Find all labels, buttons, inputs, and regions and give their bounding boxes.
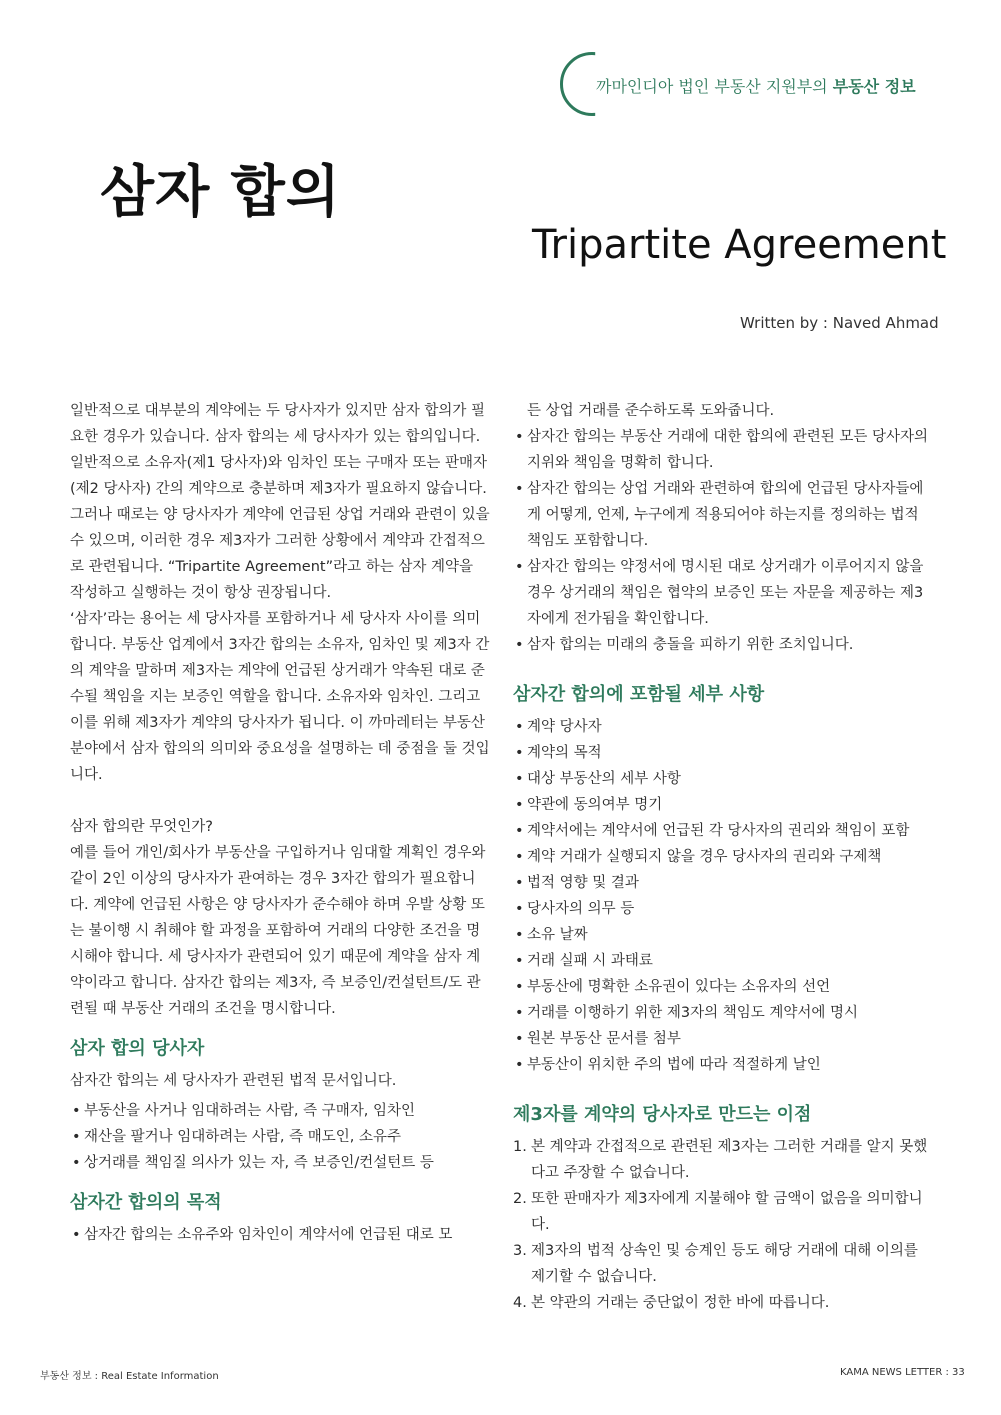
- list-item: • 삼자간 합의는 부동산 거래에 대한 합의에 관련된 모든 당사자의 지위와 책임을 명확히 합니다.: [513, 424, 933, 476]
- list-item: • 소유 날짜: [513, 922, 933, 948]
- list-item: • 거래를 이행하기 위한 제3자의 책임도 계약서에 명시: [513, 1000, 933, 1026]
- list-number: 4.: [513, 1295, 527, 1311]
- footer-section-label: 부동산 정보 : Real Estate Information: [40, 1371, 219, 1382]
- details-list: [513, 714, 933, 1078]
- what-answer: 예를 들어 개인/회사가 부동산을 구입하거나 임대할 계획인 경우와 같이 2인 이상의 당사자가 관여하는 경우 3자간 합의가 필요합니다. 계약에 언급된 사항은 양 당사자가 준수해야 하며 우발 상황 또는 불이행 시 취해야 할 과정을 포함하여 거래의 다양한 조건을 명시해야 합니다. 세 당사자가 관련되어 있기 때문에 계약을 삼자 계약이라고 합니다. 삼자간 합의는 제3자, 즉 보증인/컨설턴트/도 관련될 때 부동산 거래의 조건을 명시합니다.: [70, 845, 486, 1017]
- list-item: • 부동산이 위치한 주의 법에 따라 적절하게 날인: [513, 1052, 933, 1078]
- intro-paragraph-2: 일반적으로 소유자(제1 당사자)와 임차인 또는 구매자 또는 판매자(제2 당사자) 간의 계약으로 충분하며 제3자가 필요하지 않습니다. 그러나 때로는 양 당사자가 계약에 언급된 상업 거래와 관련이 있을 수 있으며, 이러한 경우 제3자가 그러한 상황에서 계약과 간접적으로 관련됩니다. “Tripartite Agreement”라고 하는 삼자 계약을 작성하고 실행하는 것이 항상 권장됩니다.: [70, 455, 490, 601]
- list-item: [513, 1186, 933, 1238]
- list-item: • 삼자간 합의는 상업 거래와 관련하여 합의에 언급된 당사자들에게 어떻게, 언제, 누구에게 적용되어야 하는지를 정의하는 법적 책임도 포함합니다.: [513, 476, 933, 554]
- list-text: 제3자의 법적 상속인 및 승계인 등도 해당 거래에 대해 이의를 제기할 수 없습니다.: [531, 1243, 918, 1285]
- list-item: • 약관에 동의여부 명기: [513, 792, 933, 818]
- parties-list: [70, 1098, 490, 1176]
- benefits-heading: 제3자를 계약의 당사자로 만드는 이점: [513, 1104, 812, 1125]
- purpose-list-start: [70, 1222, 490, 1248]
- author-byline: Written by : Naved Ahmad: [740, 314, 939, 332]
- benefits-list: [513, 1134, 933, 1316]
- list-item: • 계약의 목적: [513, 740, 933, 766]
- footer-page-number: KAMA NEWS LETTER : 33: [840, 1367, 965, 1378]
- purpose-list: [513, 424, 933, 658]
- list-item: • 삼자간 합의는 소유주와 임차인이 계약서에 언급된 대로 모: [70, 1222, 490, 1248]
- details-heading: 삼자간 합의에 포함될 세부 사항: [513, 684, 765, 705]
- list-text: 또한 판매자가 제3자에게 지불해야 할 금액이 없음을 의미합니다.: [531, 1191, 923, 1233]
- purpose-continuation: 든 상업 거래를 준수하도록 도와줍니다.: [527, 403, 775, 419]
- intro-paragraph-1: 일반적으로 대부분의 계약에는 두 당사자가 있지만 삼자 합의가 필요한 경우가 있습니다. 삼자 합의는 세 당사자가 있는 합의입니다.: [70, 403, 486, 445]
- page-title-english: Tripartite Agreement: [532, 222, 947, 268]
- page-title-korean: 삼자 합의: [100, 160, 341, 225]
- parties-intro: 삼자간 합의는 세 당사자가 관련된 법적 문서입니다.: [70, 1073, 397, 1089]
- list-item: • 계약 당사자: [513, 714, 933, 740]
- list-item: • 대상 부동산의 세부 사항: [513, 766, 933, 792]
- list-text: 본 약관의 거래는 중단없이 정한 바에 따릅니다.: [531, 1295, 830, 1311]
- list-item: [513, 1238, 933, 1290]
- right-column: [513, 398, 933, 1316]
- parties-heading: 삼자 합의 당사자: [70, 1038, 205, 1059]
- list-item: • 계약 거래가 실행되지 않을 경우 당사자의 권리와 구제책: [513, 844, 933, 870]
- list-item: [513, 1134, 933, 1186]
- left-column: [70, 398, 490, 1248]
- list-number: 2.: [513, 1191, 527, 1207]
- list-number: 3.: [513, 1243, 527, 1259]
- list-text: 본 계약과 간접적으로 관련된 제3자는 그러한 거래를 알지 못했다고 주장할 수 없습니다.: [531, 1139, 928, 1181]
- header-highlight: 부동산 정보: [832, 77, 916, 96]
- list-item: • 삼자간 합의는 약정서에 명시된 대로 상거래가 이루어지지 않을 경우 상거래의 책임은 협약의 보증인 또는 자문을 제공하는 제3자에게 전가됨을 확인합니다.: [513, 554, 933, 632]
- list-item: • 법적 영향 및 결과: [513, 870, 933, 896]
- list-item: • 부동산에 명확한 소유권이 있다는 소유자의 선언: [513, 974, 933, 1000]
- list-item: • 계약서에는 계약서에 언급된 각 당사자의 권리와 책임이 포함: [513, 818, 933, 844]
- list-number: 1.: [513, 1139, 527, 1155]
- header-prefix: 까마인디아 법인 부동산 지원부의: [596, 77, 828, 96]
- spacer: [70, 788, 490, 814]
- list-item: • 거래 실패 시 과태료: [513, 948, 933, 974]
- list-item: • 삼자 합의는 미래의 충돌을 피하기 위한 조치입니다.: [513, 632, 933, 658]
- intro-paragraph-3: ‘삼자’라는 용어는 세 당사자를 포함하거나 세 당사자 사이를 의미합니다. 부동산 업계에서 3자간 합의는 소유자, 임차인 및 제3자 간의 계약을 말하며 제3자는 계약에 언급된 상거래가 약속된 대로 준수될 책임을 지는 보증인 역할을 합니다. 소유자와 임차인. 그리고 이를 위해 제3자가 계약의 당사자가 됩니다. 이 까마레터는 부동산 분야에서 삼자 합의의 의미와 중요성을 설명하는 데 중점을 둘 것입니다.: [70, 611, 490, 783]
- list-item: [513, 1290, 933, 1316]
- list-item: • 상거래를 책임질 의사가 있는 자, 즉 보증인/컨설턴트 등: [70, 1150, 490, 1176]
- purpose-heading: 삼자간 합의의 목적: [70, 1192, 222, 1213]
- list-item: • 재산을 팔거나 임대하려는 사람, 즉 매도인, 소유주: [70, 1124, 490, 1150]
- list-item: • 당사자의 의무 등: [513, 896, 933, 922]
- list-item: • 부동산을 사거나 임대하려는 사람, 즉 구매자, 임차인: [70, 1098, 490, 1124]
- header-tagline: [596, 74, 916, 97]
- list-item: • 원본 부동산 문서를 첨부: [513, 1026, 933, 1052]
- what-question: 삼자 합의란 무엇인가?: [70, 819, 213, 835]
